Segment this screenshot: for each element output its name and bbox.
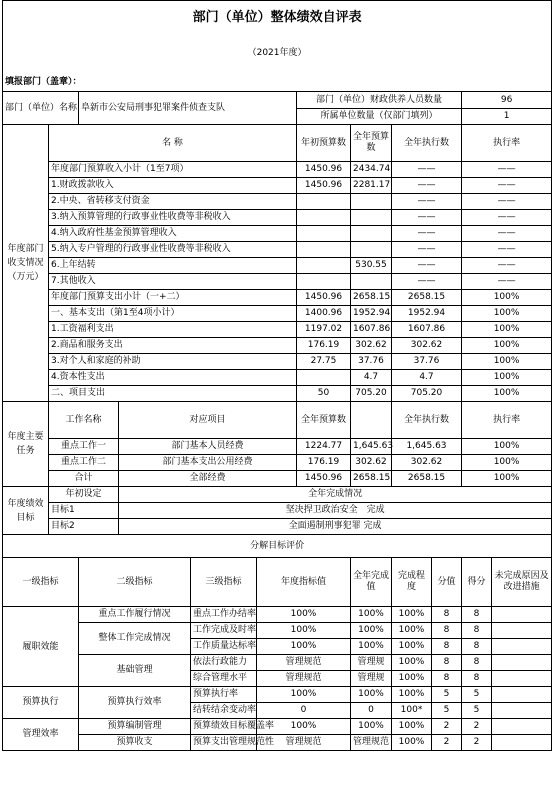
eval-l2: 整体工作完成情况 (79, 623, 191, 655)
eval-group-l1: 履职效能 (3, 607, 79, 687)
page-title: 部门（单位）整体绩效自评表 (3, 1, 552, 34)
eval-header-actual: 全年完成值 (351, 558, 392, 607)
eval-header-l3: 三级指标 (191, 558, 257, 607)
eval-l3: 结转结余变动率 (191, 703, 257, 719)
eval-group-l1: 预算执行 (3, 687, 79, 719)
eval-l2: 预算执行效率 (79, 687, 191, 719)
eval-l3: 预算执行率 (191, 687, 257, 703)
budget-row: 5.纳入专户管理的行政事业性收费等非税收入 —— —— (3, 242, 552, 258)
task-row: 重点工作二 部门基本支出公用经费 176.19 302.62 302.62 100% (3, 455, 552, 471)
goals-section-label: 年度绩效目标 (3, 487, 49, 535)
tasks-section-label: 年度主要任务 (3, 402, 49, 487)
eval-l3: 预算绩效目标覆盖率 (191, 719, 257, 735)
eval-l2: 预算收支 (79, 735, 191, 751)
report-year: （2021年度） (3, 33, 552, 73)
eval-header-score-max: 分值 (432, 558, 462, 607)
staff-count-label: 部门（单位）财政供养人员数量 (297, 92, 462, 109)
tasks-header-exec: 全年执行数 (392, 402, 462, 439)
staff-count-value: 96 (462, 92, 552, 109)
eval-header-score: 得分 (462, 558, 492, 607)
goals-header-done: 全年完成情况 (119, 487, 552, 503)
budget-header-name: 名 称 (49, 125, 297, 162)
eval-l3: 预算支出管理规范性 (191, 735, 257, 751)
budget-row: 4.资本性支出 4.7 4.7 100% (3, 370, 552, 386)
goal-row: 目标2 全面遏制刑事犯罪 完成 (3, 519, 552, 535)
tasks-header-rate: 执行率 (462, 402, 552, 439)
evaluation-table: 部门（单位）整体绩效自评表 （2021年度） 填报部门（盖章）： 部门（单位）名称 阜新市公安局刑事犯罪案件侦查支队 部门（单位）财政供养人员数量 96 所属单位数量（仅部门填列） 1 年度部门收支情况（万元） 名 称 年初预算数 全年预算数 全年执行数 执行率 年度部门预算收入小计（1至7项） 1450.96 2434.74 —— —— 1.财政拨款收入 1450.96 2281.17 —— —— 2.中央、省转移支付资金 —— —— 3.纳入预算管理的行政事业性收费等非税收入 —— —— 4.纳入政府性基金预算管理收入 —— —— 5.纳入专户管理的行政事业性收费等非税收入 —— —— 6.上年结转 530.55 —— —— 7.其他收入 —— —— 年度部门预算支出小计（一+二） 1450.96 2658.15 2658.15 100% 一、基本支出（第1至4项小计） 1400.96 1952.94 1952.94 100% 1.工资福利支出 1197.02 1607.86 1607.86 100% 2.商品和服务支出 176.19 302.62 302.62 100% 3.对个人和家庭的补助 27.75 37.76 37.76 100% 4.资本性支出 4.7 4.7 100% 二、项目支出 50 705.20 705.20 100% 年度主要任务 工作名称 对应项目 全年预算数 全年执行数 执行率 重点工作一 部门基本人员经费 1224.77 1,645.63 1,645.63 100% 重点工作二 部门基本支出公用经费 176.19 302.62 302.62 100% 合计 全部经费 1450.96 2658.15 2658.15 100% 年度绩效目标 年初设定 全年完成情况 目标1 坚决捍卫政治安全 完成 目标2 全面遏制刑事犯罪 完成 分解目标评价 一级指标 二级指标 三级指标 年度指标值 全年完成值 完成程度 分值 得分 未完成原因及改进措施 履职效能 重点工作履行情况 重点工作办结率 100% 100% 100% 8 8 整体工作完成情况 工作完成及时率 100% 100% 100% 8 8 工作质量达标率 100% 100% 100% 8 8 基础管理 依法行政能力 管理规范 管理规 100% 8 8 综合管理水平 管理规范 管理规 100% 8 8 预算执行 预算执行效率 预算执行率 100% 100% 100% 5 5 结转结余变动率 0 0 100* 5 5 管理效率 预算编制管理 预算绩效目标覆盖率 100% 100% 100% 2 2 预算收支 预算支出管理规范性 管理规范 管理规范 100% 2 2 (2, 0, 552, 751)
eval-header-target: 年度指标值 (257, 558, 351, 607)
tasks-header-name: 工作名称 (49, 402, 119, 439)
task-row: 合计 全部经费 1450.96 2658.15 2658.15 100% (3, 471, 552, 487)
eval-l2: 重点工作履行情况 (79, 607, 191, 623)
eval-section-label: 分解目标评价 (3, 535, 552, 558)
dept-name-label: 部门（单位）名称 (3, 92, 79, 125)
task-row: 重点工作一 部门基本人员经费 1224.77 1,645.63 1,645.63 100% (3, 439, 552, 455)
budget-header-rate: 执行率 (462, 125, 552, 162)
dept-name-value: 阜新市公安局刑事犯罪案件侦查支队 (79, 92, 297, 125)
budget-row: 7.其他收入 —— —— (3, 274, 552, 290)
fill-department-label: 填报部门（盖章）： (3, 73, 552, 92)
budget-row: 1.工资福利支出 1197.02 1607.86 1607.86 100% (3, 322, 552, 338)
eval-l3: 工作质量达标率 (191, 639, 257, 655)
budget-header-init: 年初预算数 (297, 125, 351, 162)
goals-header-init: 年初设定 (49, 487, 119, 503)
eval-l3: 工作完成及时率 (191, 623, 257, 639)
eval-header-l2: 二级指标 (79, 558, 191, 607)
tasks-header-blank (351, 402, 392, 439)
budget-row: 1.财政拨款收入 1450.96 2281.17 —— —— (3, 178, 552, 194)
goal-row: 目标1 坚决捍卫政治安全 完成 (3, 503, 552, 519)
eval-l3: 依法行政能力 (191, 655, 257, 671)
eval-l3: 重点工作办结率 (191, 607, 257, 623)
eval-header-l1: 一级指标 (3, 558, 79, 607)
eval-l2: 预算编制管理 (79, 719, 191, 735)
eval-header-reason: 未完成原因及改进措施 (492, 558, 552, 607)
budget-header-exec: 全年执行数 (392, 125, 462, 162)
eval-l2: 基础管理 (79, 655, 191, 687)
budget-row: 2.商品和服务支出 176.19 302.62 302.62 100% (3, 338, 552, 354)
budget-row: 2.中央、省转移支付资金 —— —— (3, 194, 552, 210)
sub-unit-count-label: 所属单位数量（仅部门填列） (297, 109, 462, 125)
budget-row: 二、项目支出 50 705.20 705.20 100% (3, 386, 552, 402)
budget-row: 3.纳入预算管理的行政事业性收费等非税收入 —— —— (3, 210, 552, 226)
budget-row: 年度部门预算收入小计（1至7项） 1450.96 2434.74 —— —— (3, 162, 552, 178)
tasks-header-item: 对应项目 (119, 402, 297, 439)
budget-row: 4.纳入政府性基金预算管理收入 —— —— (3, 226, 552, 242)
budget-header-full: 全年预算数 (351, 125, 392, 162)
budget-section-label: 年度部门收支情况（万元） (3, 125, 49, 402)
budget-row: 一、基本支出（第1至4项小计） 1400.96 1952.94 1952.94 100% (3, 306, 552, 322)
budget-row: 年度部门预算支出小计（一+二） 1450.96 2658.15 2658.15 100% (3, 290, 552, 306)
eval-l3: 综合管理水平 (191, 671, 257, 687)
sub-unit-count-value: 1 (462, 109, 552, 125)
eval-group-l1: 管理效率 (3, 719, 79, 751)
budget-row: 3.对个人和家庭的补助 27.75 37.76 37.76 100% (3, 354, 552, 370)
tasks-header-full: 全年预算数 (297, 402, 351, 439)
budget-row: 6.上年结转 530.55 —— —— (3, 258, 552, 274)
eval-header-degree: 完成程度 (392, 558, 432, 607)
